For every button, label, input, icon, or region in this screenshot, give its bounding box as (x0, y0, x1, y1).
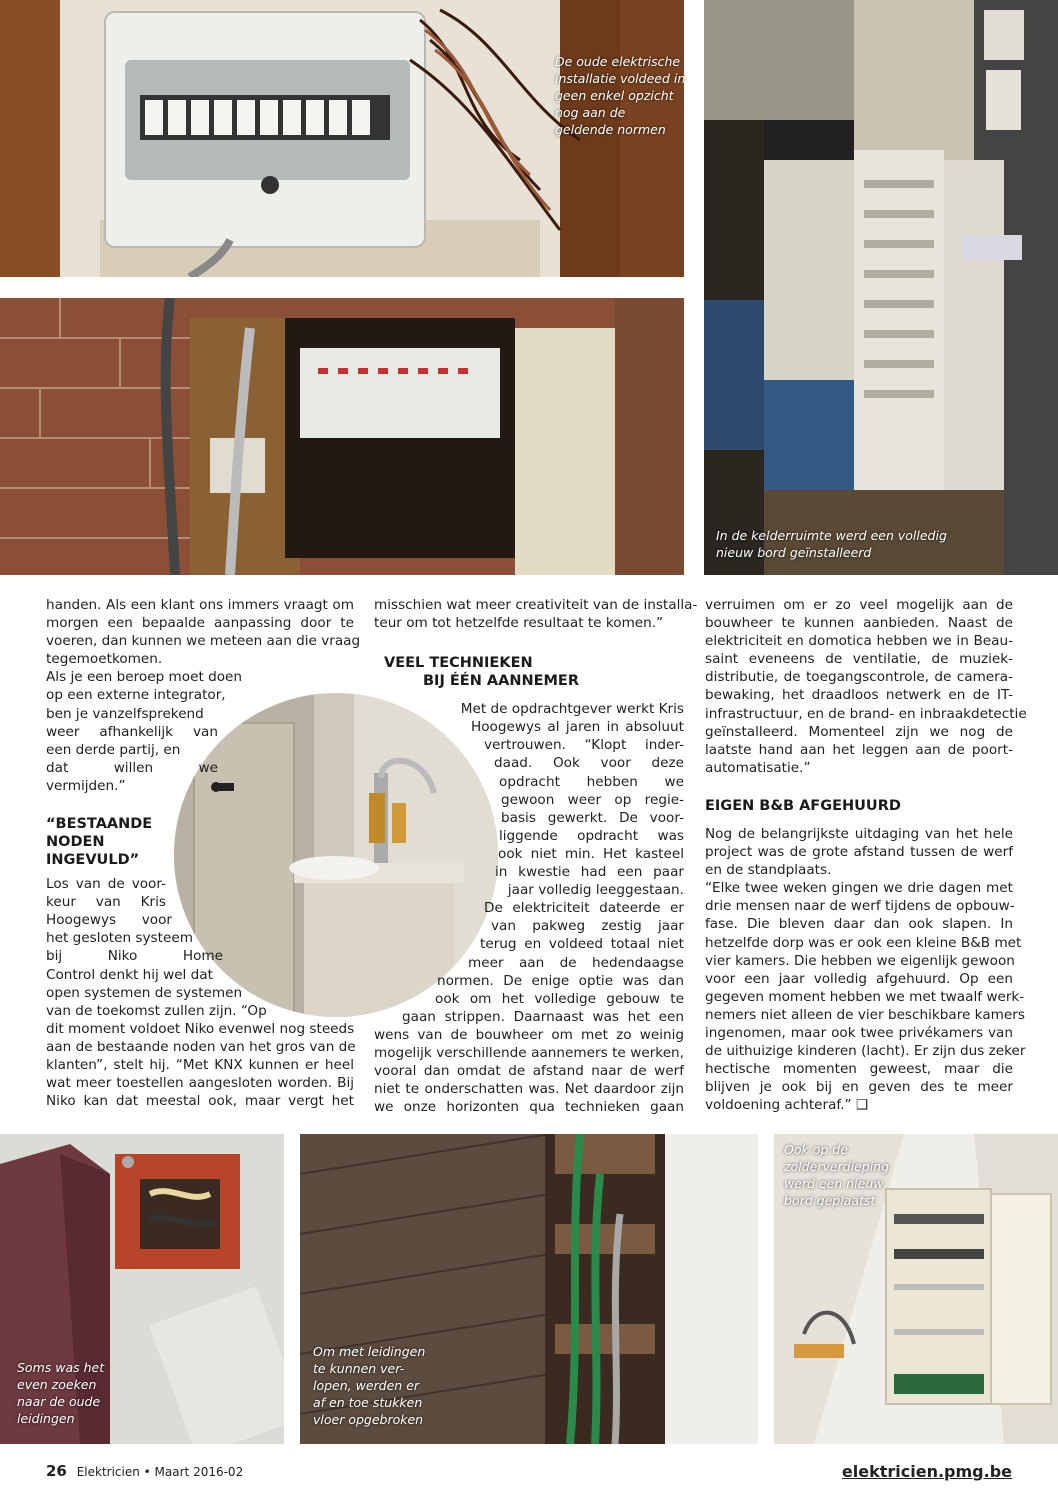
paragraph-line: daad. Ook voor deze (494, 755, 684, 772)
paragraph-line: ook niet min. Het kasteel (498, 845, 684, 862)
paragraph-line: nemers niet alleen de vier beschikbare kamers (705, 1006, 1025, 1023)
paragraph-line: wat meer toestellen aangesloten worden. Bij (46, 1075, 354, 1092)
paragraph-line: teur om tot hetzelfde resultaat te komen.” (374, 615, 664, 632)
paragraph-line: laatste hand aan het leggen aan de poort- (705, 741, 1013, 758)
paragraph-line: infrastructuur, en de brand- en inbraakdetectie (705, 705, 1027, 722)
paragraph-line: elektriciteit en domotica hebben we in Beau- (705, 633, 1013, 650)
paragraph-line: bewaking, het draadloos netwerk en de IT- (705, 687, 1013, 704)
wrapped-paragraph (46, 875, 354, 1110)
paragraph-line: weer afhankelijk van (46, 723, 218, 740)
paragraph-line: vertrouwen. “Klopt inder- (484, 737, 684, 754)
paragraph-line: en de standplaats. (705, 862, 832, 879)
article-column-3 (705, 596, 1027, 1114)
paragraph-line: ingenomen, maar ook twee privékamers van (705, 1024, 1013, 1041)
paragraph-line: opdracht hebben we (499, 773, 684, 790)
wrapped-paragraph (46, 668, 243, 795)
paragraph-line: Control denkt hij wel dat (46, 966, 213, 983)
paragraph-line: blijven je ook bij en geven des te meer (705, 1079, 1013, 1096)
paragraph-line: morgen een bepaalde aanpassing door te (46, 615, 354, 632)
paragraph-line: project was de grote afstand tussen de werf (705, 844, 1013, 861)
website-link[interactable]: elektricien.pmg.be (841, 1462, 1012, 1481)
paragraph-line: open systemen de systemen (46, 984, 243, 1001)
footer-right (842, 1462, 1012, 1481)
paragraph-line: gegeven moment hebben we met twaalf werk- (705, 988, 1025, 1005)
paragraph-line: mogelijk verschillende aannemers te werken, (374, 1044, 684, 1061)
article-column-2 (374, 596, 698, 1116)
paragraph-line: tegemoetkomen. (46, 651, 163, 668)
paragraph-line: voldoening achteraf.” ❑ (705, 1097, 869, 1114)
paragraph-line: vooral dan omdat de afstand naar de werf (374, 1063, 684, 1080)
paragraph-line: van de toekomst zullen zijn. “Op (46, 1002, 267, 1019)
paragraph-line: ben je vanzelfsprekend (46, 705, 204, 722)
paragraph-line: voor een jaar volledig afgehuurd. Op een (705, 970, 1013, 987)
paragraph-line: voeren, dan kunnen we meteen aan die vraag (46, 633, 361, 650)
caption-junction-box: Soms was het even zoeken naar de oude leidingen (17, 1360, 105, 1426)
footer-left (46, 1462, 243, 1480)
caption-old-installation: De oude elektrische installatie voldeed in geen enkel opzicht nog aan de geldende normen (555, 54, 686, 137)
paragraph-line: terug en voldeed totaal niet (480, 936, 684, 953)
paragraph-line: saint eveneens de ventilatie, de muziek- (705, 651, 1013, 668)
section-heading: EIGEN B&B AFGEHUURD (705, 797, 901, 814)
page-number: 26 (46, 1462, 67, 1480)
paragraph-line: liggende opdracht was (499, 827, 684, 844)
paragraph-line: Niko kan dat meestal ook, maar vergt het (46, 1093, 354, 1110)
paragraph-line: vier kamers. Die hebben we eigenlijk gewoon (705, 952, 1015, 969)
caption-opened-floor: Om met leidingen te kunnen ver- lopen, werden er af en toe stukken vloer opgebroken (313, 1344, 426, 1427)
paragraph-line: gewoon weer op regie- (501, 791, 684, 808)
wrapped-paragraph (374, 700, 684, 1116)
paragraph-line: handen. Als een klant ons immers vraagt om (46, 597, 354, 613)
paragraph-line: een derde partij, en (46, 741, 181, 758)
paragraph-line: in kwestie had een paar (495, 864, 684, 881)
publication-name: Elektricien • Maart 2016-02 (76, 1465, 244, 1479)
paragraph-line: het gesloten systeem (46, 930, 193, 947)
paragraph-line: gaan strippen. Daarnaast was het een (402, 1008, 684, 1025)
section-heading: “BESTAANDE NODEN INGEVULD” (46, 816, 153, 869)
photo-basement-board (704, 0, 1058, 575)
paragraph-line: Nog de belangrijkste uitdaging van het hele (705, 825, 1013, 842)
paragraph-line: misschien wat meer creativiteit van de installa- (374, 597, 698, 613)
paragraph-line: jaar volledig leeggestaan. (507, 882, 684, 899)
paragraph-line: Hoogewys al jaren in absoluut (471, 719, 684, 736)
article-column-1 (46, 596, 361, 1110)
paragraph-line: we onze horizonten qua technieken gaan (374, 1099, 684, 1116)
paragraph-line: automatisatie.” (705, 759, 811, 776)
paragraph-line: op een externe integrator, (46, 687, 226, 704)
paragraph-line: ook om het volledige gebouw te (435, 990, 684, 1007)
paragraph-line: de uithuizige kinderen (lacht). Er zijn dus zeker (705, 1043, 1026, 1060)
paragraph-line: verruimen om er zo veel mogelijk aan de (705, 597, 1013, 613)
paragraph-line: dit moment voldoet Niko evenwel nog steeds (46, 1020, 355, 1037)
paragraph-line: meer aan de hedendaagse (468, 954, 684, 971)
caption-attic-board: Ook op de zolderverdieping werd een nieuw bord geplaatst (784, 1142, 890, 1208)
caption-basement-board: In de kelderruimte werd een volledig nieuw bord geïnstalleerd (716, 528, 947, 560)
paragraph-line: basis gewerkt. De voor- (501, 809, 684, 826)
paragraph-line: De elektriciteit dateerde er (484, 900, 684, 917)
paragraph-line: wens van de bouwheer om met zo weinig (374, 1026, 684, 1043)
paragraph-line: Met de opdrachtgever werkt Kris (460, 701, 684, 718)
paragraph-line: Als je een beroep moet doen (46, 669, 243, 686)
paragraph-line: vermijden.” (46, 777, 126, 794)
paragraph-line: klanten”, stelt hij. “Met KNX kunnen er heel (46, 1056, 354, 1073)
paragraph-line: normen. De enige optie was dan (437, 972, 684, 989)
paragraph-line: niet te onderschatten was. Net daardoor zijn (374, 1081, 684, 1098)
paragraph-line: distributie, de toegangscontrole, de camera- (705, 669, 1013, 686)
paragraph-line: van pakweg zestig jaar (491, 918, 684, 935)
paragraph-line: bouwheer te kunnen aanbieden. Naast de (705, 615, 1013, 632)
paragraph-line: “Elke twee weken gingen we drie dagen met (705, 880, 1013, 897)
paragraph-line: fase. Die bleven daar dan ook slapen. In (705, 916, 1013, 933)
photo-brick-board (0, 298, 684, 575)
paragraph-line: geïnstalleerd. Momenteel zijn we nog de (705, 723, 1013, 740)
paragraph-line: dat willen we (46, 759, 218, 776)
paragraph-line: hetzelfde dorp was er ook een kleine B&B met (705, 934, 1022, 951)
paragraph-line: drie mensen naar de werf tijdens de opbouw- (705, 898, 1015, 915)
paragraph-line: keur van Kris (46, 894, 166, 911)
paragraph-line: bij Niko Home (46, 948, 223, 965)
photo-old-installation (0, 0, 684, 277)
paragraph-line: Los van de voor- (46, 876, 166, 893)
paragraph-line: aan de bestaande noden van het gros van de (46, 1038, 356, 1055)
paragraph-line: hectische momenten geweest, maar die (705, 1061, 1013, 1078)
paragraph-line: Hoogewys voor (46, 912, 172, 929)
section-heading: VEEL TECHNIEKEN BIJ ÉÉN AANNEMER (384, 655, 580, 690)
